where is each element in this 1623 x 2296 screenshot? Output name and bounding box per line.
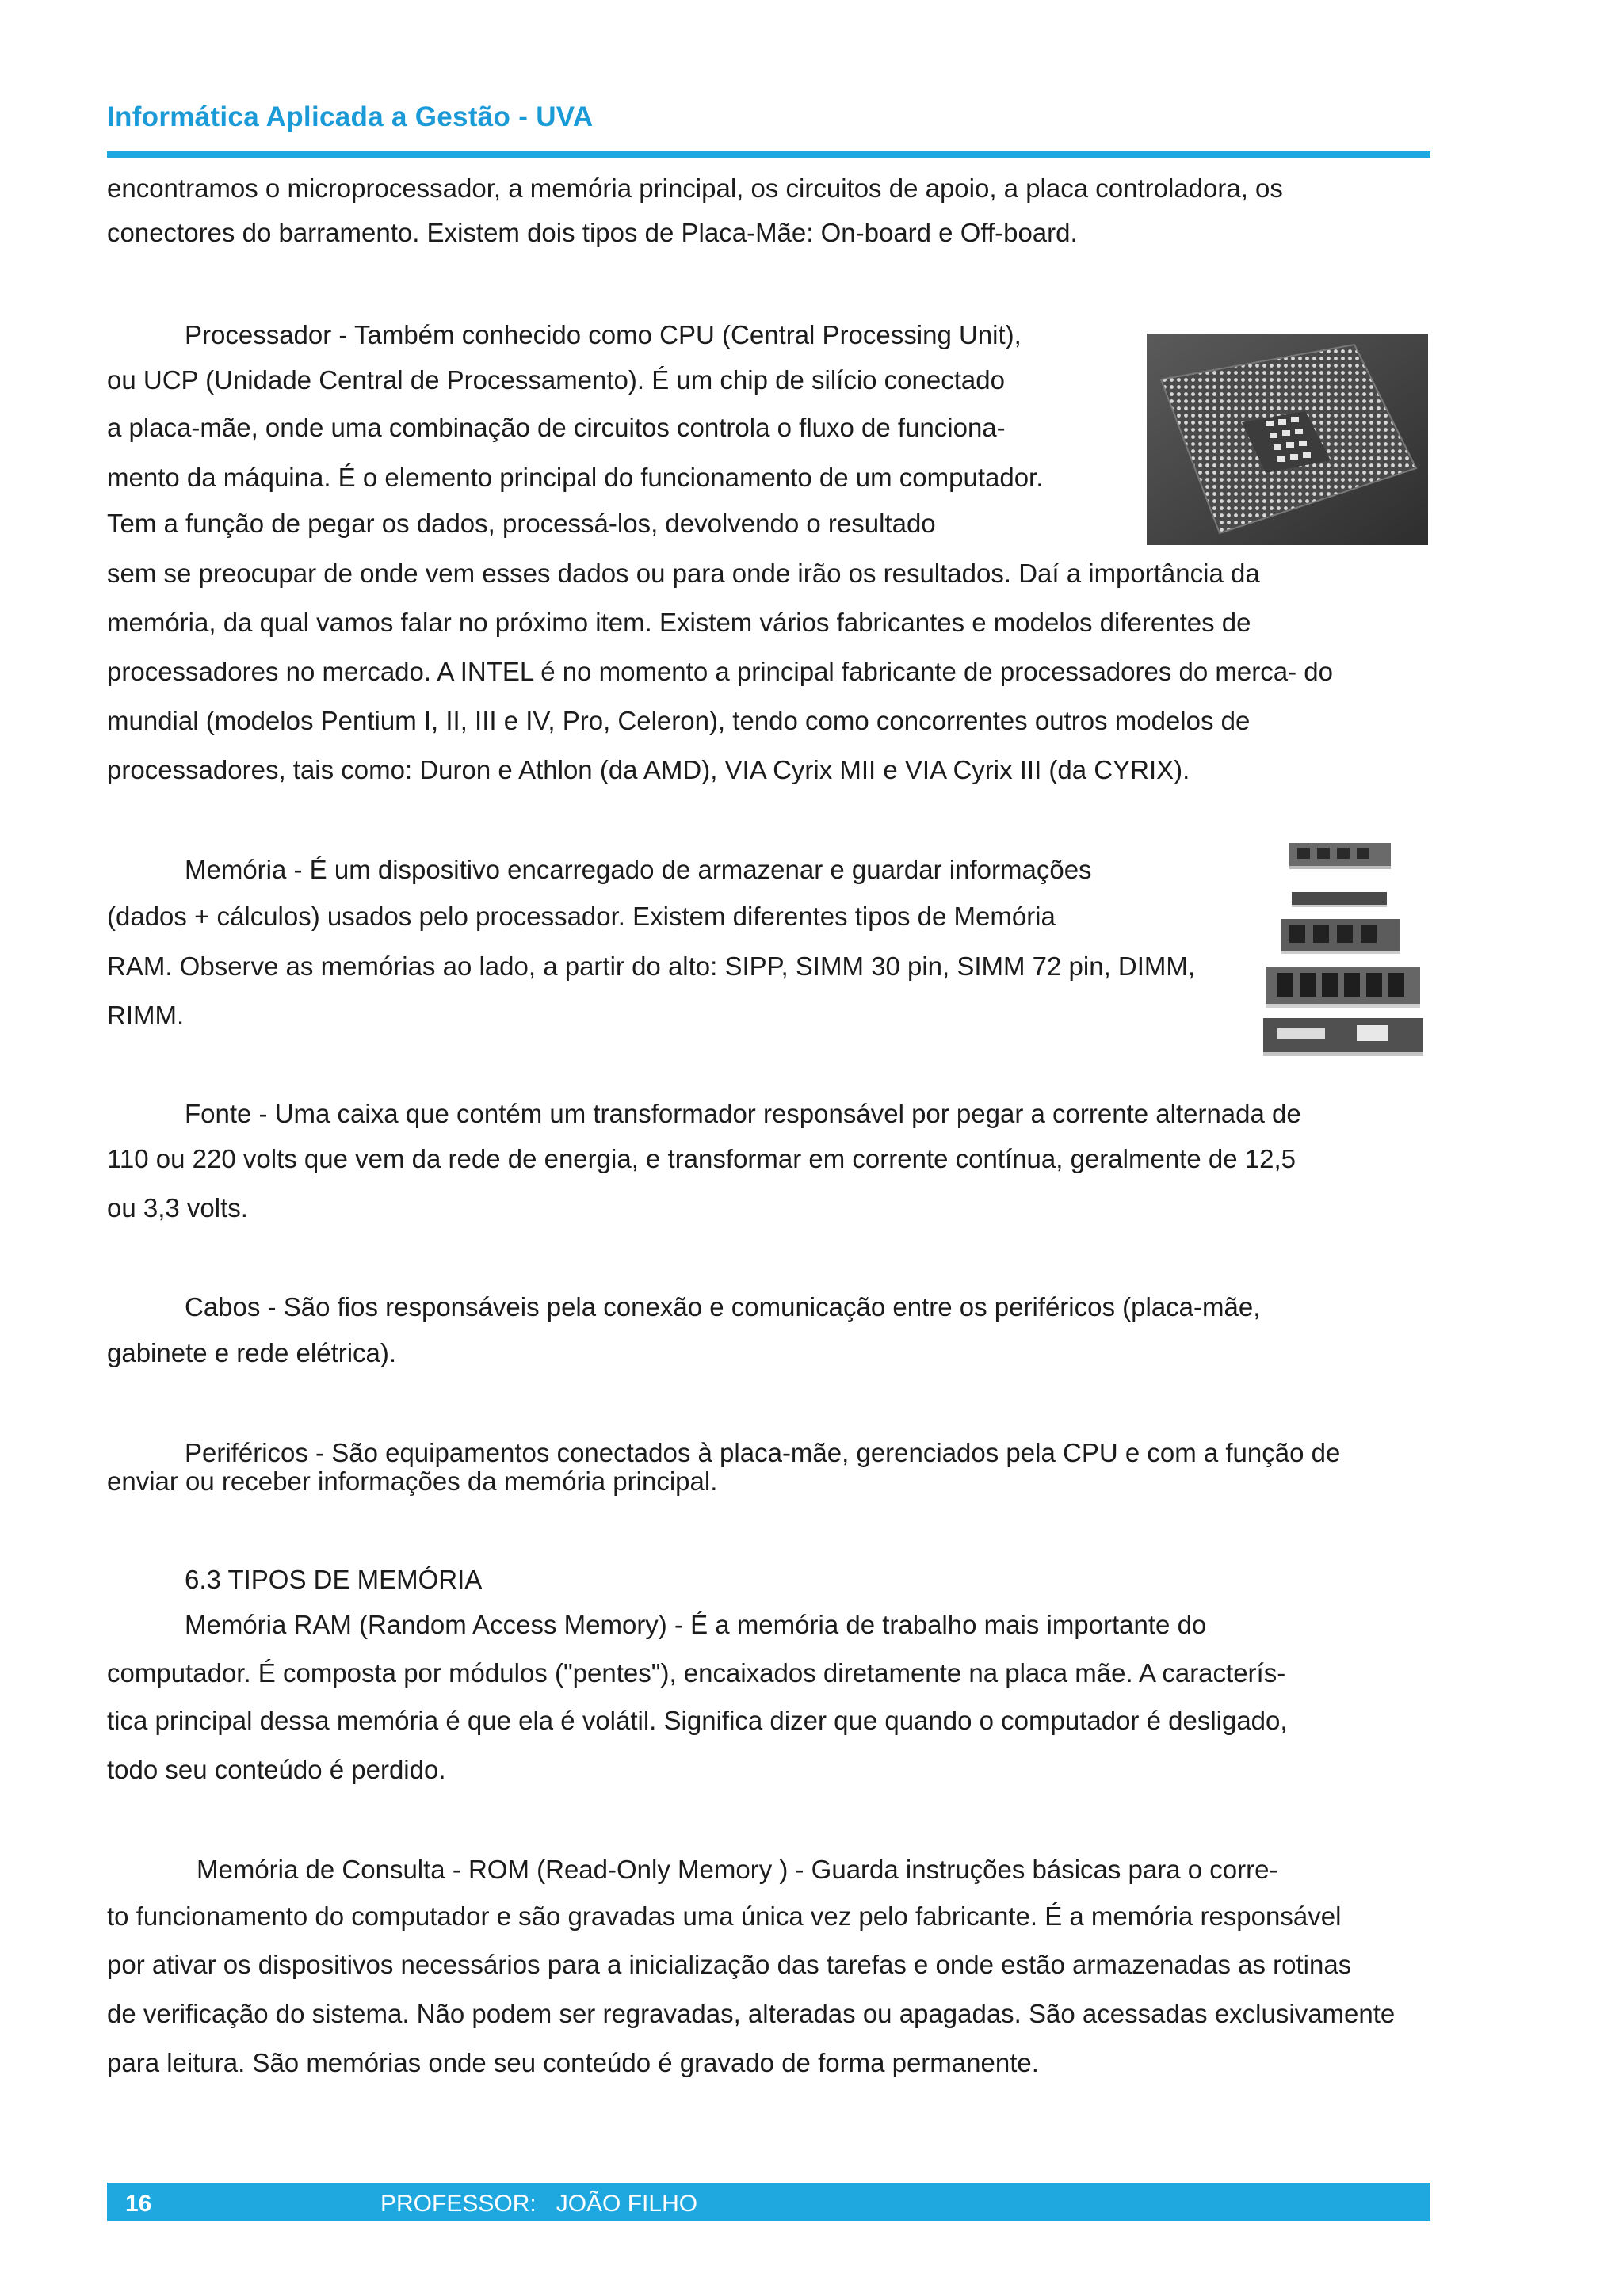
header-rule xyxy=(107,151,1430,158)
text-line: (dados + cálculos) usados pelo processador. Existem diferentes tipos de Memória xyxy=(107,902,1056,931)
header-title: Informática Aplicada a Gestão - UVA xyxy=(107,101,594,132)
text-line: Fonte - Uma caixa que contém um transformador responsável por pegar a corrente alternada de xyxy=(185,1099,1301,1128)
text-line: de verificação do sistema. Não podem ser regravadas, alteradas ou apagadas. São acessadas exclusivamente xyxy=(107,1999,1396,2028)
text-line: mento da máquina. É o elemento principal do funcionamento de um computador. xyxy=(107,463,1044,492)
text-line: computador. É composta por módulos ("pentes"), encaixados diretamente na placa mãe. A caracterís- xyxy=(107,1658,1286,1688)
text-line: conectores do barramento. Existem dois tipos de Placa-Mãe: On-board e Off-board. xyxy=(107,218,1078,247)
footer-bar xyxy=(107,2183,1430,2221)
text-line: tica principal dessa memória é que ela é volátil. Significa dizer que quando o computador é desligado, xyxy=(107,1706,1288,1735)
text-line: ou UCP (Unidade Central de Processamento). É um chip de silício conectado xyxy=(107,365,1005,395)
text-line: 110 ou 220 volts que vem da rede de energia, e transformar em corrente contínua, geralmente de 12,5 xyxy=(107,1144,1296,1173)
page-number: 16 xyxy=(125,2191,152,2217)
text-line: encontramos o microprocessador, a memória principal, os circuitos de apoio, a placa controladora, os xyxy=(107,174,1283,203)
text-line: Processador - Também conhecido como CPU (Central Processing Unit), xyxy=(185,320,1022,349)
text-line: gabinete e rede elétrica). xyxy=(107,1338,397,1367)
text-line: Memória - É um dispositivo encarregado de armazenar e guardar informações xyxy=(185,855,1092,884)
text-line: a placa-mãe, onde uma combinação de circuitos controla o fluxo de funciona- xyxy=(107,413,1006,442)
memory-modules-photo xyxy=(1262,840,1428,1062)
text-line: memória, da qual vamos falar no próximo item. Existem vários fabricantes e modelos diferentes de xyxy=(107,608,1251,637)
text-line: processadores no mercado. A INTEL é no momento a principal fabricante de processadores do merca- do xyxy=(107,657,1333,686)
text-line: Memória de Consulta - ROM (Read-Only Memory ) - Guarda instruções básicas para o corre- xyxy=(197,1855,1278,1884)
text-line: mundial (modelos Pentium I, II, III e IV, Pro, Celeron), tendo como concorrentes outros modelos de xyxy=(107,706,1251,735)
text-line: ou 3,3 volts. xyxy=(107,1193,248,1222)
text-line: Tem a função de pegar os dados, processá-los, devolvendo o resultado xyxy=(107,509,936,538)
text-line: para leitura. São memórias onde seu conteúdo é gravado de forma permanente. xyxy=(107,2048,1039,2077)
footer-professor: PROFESSOR: JOÃO FILHO xyxy=(380,2191,698,2217)
text-line: RAM. Observe as memórias ao lado, a partir do alto: SIPP, SIMM 30 pin, SIMM 72 pin, DIMM, xyxy=(107,952,1196,981)
cpu-photo xyxy=(1147,334,1428,545)
section-heading: 6.3 TIPOS DE MEMÓRIA xyxy=(185,1565,483,1594)
text-line: RIMM. xyxy=(107,1001,185,1030)
text-line: processadores, tais como: Duron e Athlon (da AMD), VIA Cyrix MII e VIA Cyrix III (da CYRIX). xyxy=(107,755,1190,784)
text-line: enviar ou receber informações da memória principal. xyxy=(107,1466,718,1496)
text-line: Periféricos - São equipamentos conectados à placa-mãe, gerenciados pela CPU e com a função de xyxy=(185,1438,1341,1467)
text-line: sem se preocupar de onde vem esses dados ou para onde irão os resultados. Daí a importância da xyxy=(107,559,1260,588)
text-line: Cabos - São fios responsáveis pela conexão e comunicação entre os periféricos (placa-mãe, xyxy=(185,1292,1261,1322)
text-line: to funcionamento do computador e são gravadas uma única vez pelo fabricante. É a memória responsável xyxy=(107,1901,1342,1931)
text-line: Memória RAM (Random Access Memory) - É a memória de trabalho mais importante do xyxy=(185,1610,1207,1639)
text-line: todo seu conteúdo é perdido. xyxy=(107,1755,446,1784)
text-line: por ativar os dispositivos necessários para a inicialização das tarefas e onde estão armazenadas as rotinas xyxy=(107,1950,1352,1979)
